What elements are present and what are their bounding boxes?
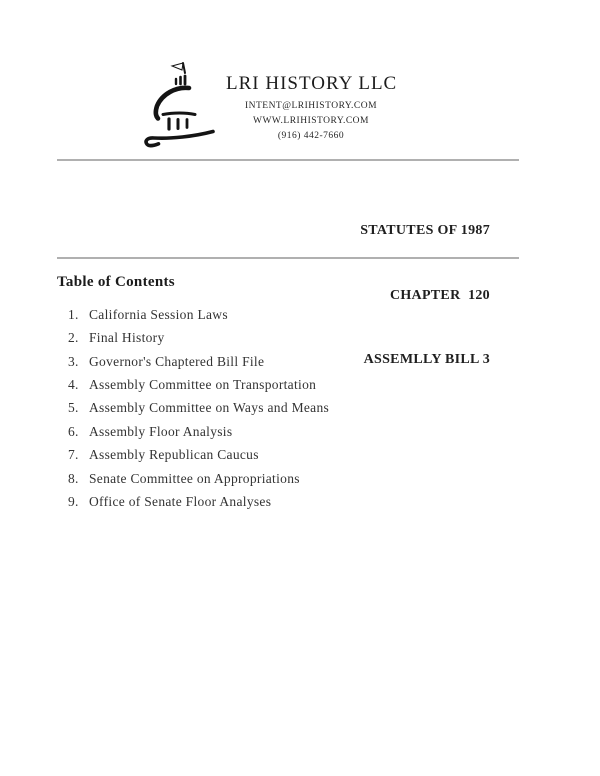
toc-item [68, 467, 329, 490]
chapter-line: CHAPTER 120 [389, 287, 490, 303]
email-text: INTENT@LRIHISTORY.COM [244, 101, 378, 111]
toc-item [68, 303, 329, 326]
toc-heading: Table of Contents [57, 274, 175, 290]
toc-item-label: Assembly Floor Analysis [89, 423, 233, 439]
toc-item [68, 326, 329, 349]
toc-item-number: 3. [68, 353, 79, 369]
toc-item-number: 5. [68, 400, 79, 416]
toc-item-label: Assembly Committee on Ways and Means [89, 400, 330, 416]
toc-item [68, 420, 329, 443]
toc-item-number: 7. [68, 447, 79, 463]
website-text: WWW.LRIHISTORY.COM [253, 116, 369, 126]
statute-year-line: STATUTES OF 1987 [360, 223, 490, 238]
capitol-dome-logo-icon [142, 58, 220, 148]
toc-item-label: Senate Committee on Appropriations [89, 470, 300, 486]
toc-item-number: 2. [68, 330, 79, 346]
toc-item [68, 373, 329, 396]
letterhead [226, 74, 396, 144]
phone-text: (916) 442-7660 [277, 131, 345, 141]
toc-item-number: 8. [68, 470, 79, 486]
toc-item-label: Governor's Chaptered Bill File [89, 353, 265, 369]
statute-reference [360, 177, 490, 414]
toc-list [68, 303, 329, 514]
toc-item-number: 6. [68, 423, 79, 439]
contact-block [226, 99, 396, 144]
company-name: LRI HISTORY LLC [226, 73, 398, 94]
toc-item [68, 444, 329, 467]
toc-item-label: California Session Laws [89, 306, 228, 322]
toc-item-label: Office of Senate Floor Analyses [89, 494, 272, 510]
toc-item-number: 4. [68, 377, 79, 393]
toc-item-label: Assembly Republican Caucus [89, 447, 259, 463]
toc-item [68, 397, 329, 420]
toc-item-number: 9. [68, 494, 79, 510]
toc-item-label: Assembly Committee on Transportation [89, 377, 317, 393]
toc-item [68, 491, 329, 514]
toc-item-number: 1. [68, 306, 79, 322]
bill-line: ASSEMLLY BILL 3 [363, 352, 490, 367]
toc-item [68, 350, 329, 373]
toc-item-label: Final History [89, 330, 165, 346]
divider-top [57, 159, 519, 161]
